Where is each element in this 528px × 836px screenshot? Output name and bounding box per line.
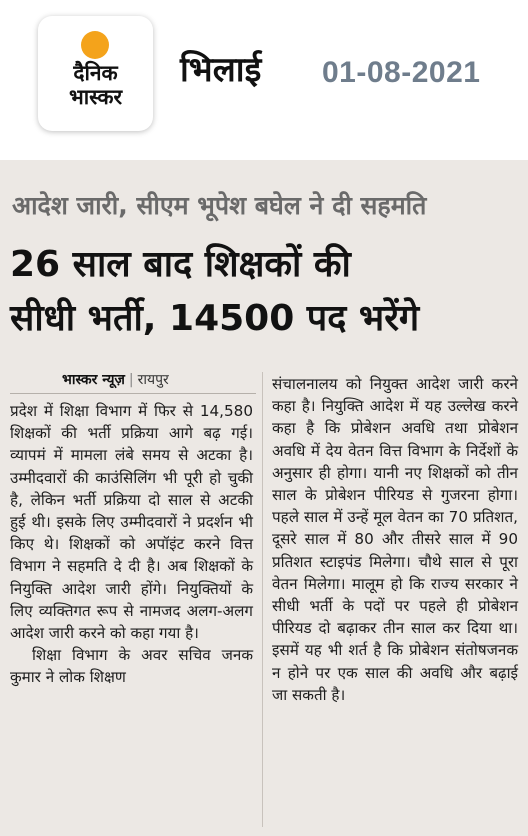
headline-line-1: 26 साल बाद शिक्षकों की: [10, 244, 351, 285]
byline-rule: [10, 393, 256, 394]
sun-icon: [81, 31, 109, 59]
byline-source: भास्कर न्यूज़: [62, 372, 125, 388]
article-column-right: [272, 373, 518, 706]
article-byline: [62, 370, 169, 390]
edition-city: भिलाई: [180, 50, 262, 90]
left-paragraph-1: प्रदेश में शिक्षा विभाग में फिर से 14,580 शिक्षकों की भर्ती प्रक्रिया आगे बढ़ गई। व्यापमं में मामला लंबे समय से अटका है। उम्मीदवारों की काउंसिलिंग भी पूरी हो चुकी है, लेकिन भर्ती प्रक्रिया दो साल से अटकी हुई थी। इसके लिए उम्मीदवारों ने प्रदर्शन भी किए थे। शिक्षकों को अपॉइंट करने वित्त विभाग ने सहमति दे दी है। अब शिक्षकों के नियुक्ति आदेश जारी होंगे। नियुक्तियों के लिए व्यक्तिगत रूप से नामजद अलग-अलग आदेश जारी करने को कहा गया है।: [10, 402, 253, 643]
logo-text-line1: दैनिक: [73, 61, 118, 85]
byline-separator: |: [128, 372, 134, 388]
headline-line-2: सीधी भर्ती, 14500 पद भरेंगे: [10, 298, 420, 339]
logo-text-line2: भास्कर: [68, 85, 123, 109]
article-kicker: आदेश जारी, सीएम भूपेश बघेल ने दी सहमति: [12, 191, 427, 220]
article-headline: [10, 238, 525, 346]
newspaper-header: [0, 0, 528, 150]
left-paragraph-2: शिक्षा विभाग के अवर सचिव जनक कुमार ने लोक शिक्षण: [10, 646, 253, 687]
dainik-bhaskar-logo: [38, 16, 153, 131]
article-column-left: [10, 400, 253, 689]
edition-date: 01-08-2021: [322, 56, 481, 89]
right-paragraph-1: संचालनालय को नियुक्त आदेश जारी करने कहा है। नियुक्ति आदेश में यह उल्लेख करने कहा है कि प्रोबेशन अवधि तथा प्रोबेशन अवधि में देय वेतन वित्त विभाग के निर्देशों के अनुसार ही होगा। यानी नए शिक्षकों को तीन साल के प्रोबेशन पीरियड से गुजरना होगा। पहले साल में उन्हें मूल वेतन का 70 प्रतिशत, दूसरे साल में 80 और तीसरे साल में 90 प्रतिशत स्टाइपंड मिलेगा। चौथे साल से पूरा वेतन मिलेगा। मालूम हो कि राज्य सरकार ने सीधी भर्ती के पदों पर पहले ही प्रोबेशन पीरियड दो बढ़ाकर तीन साल कर दिया था। इसमें यह भी शर्त है कि प्रोबेशन संतोषजनक न होने पर एक साल की अवधि और बढ़ाई जा सकती है।: [272, 375, 518, 704]
column-divider: [262, 372, 263, 827]
byline-place: रायपुर: [137, 372, 169, 388]
